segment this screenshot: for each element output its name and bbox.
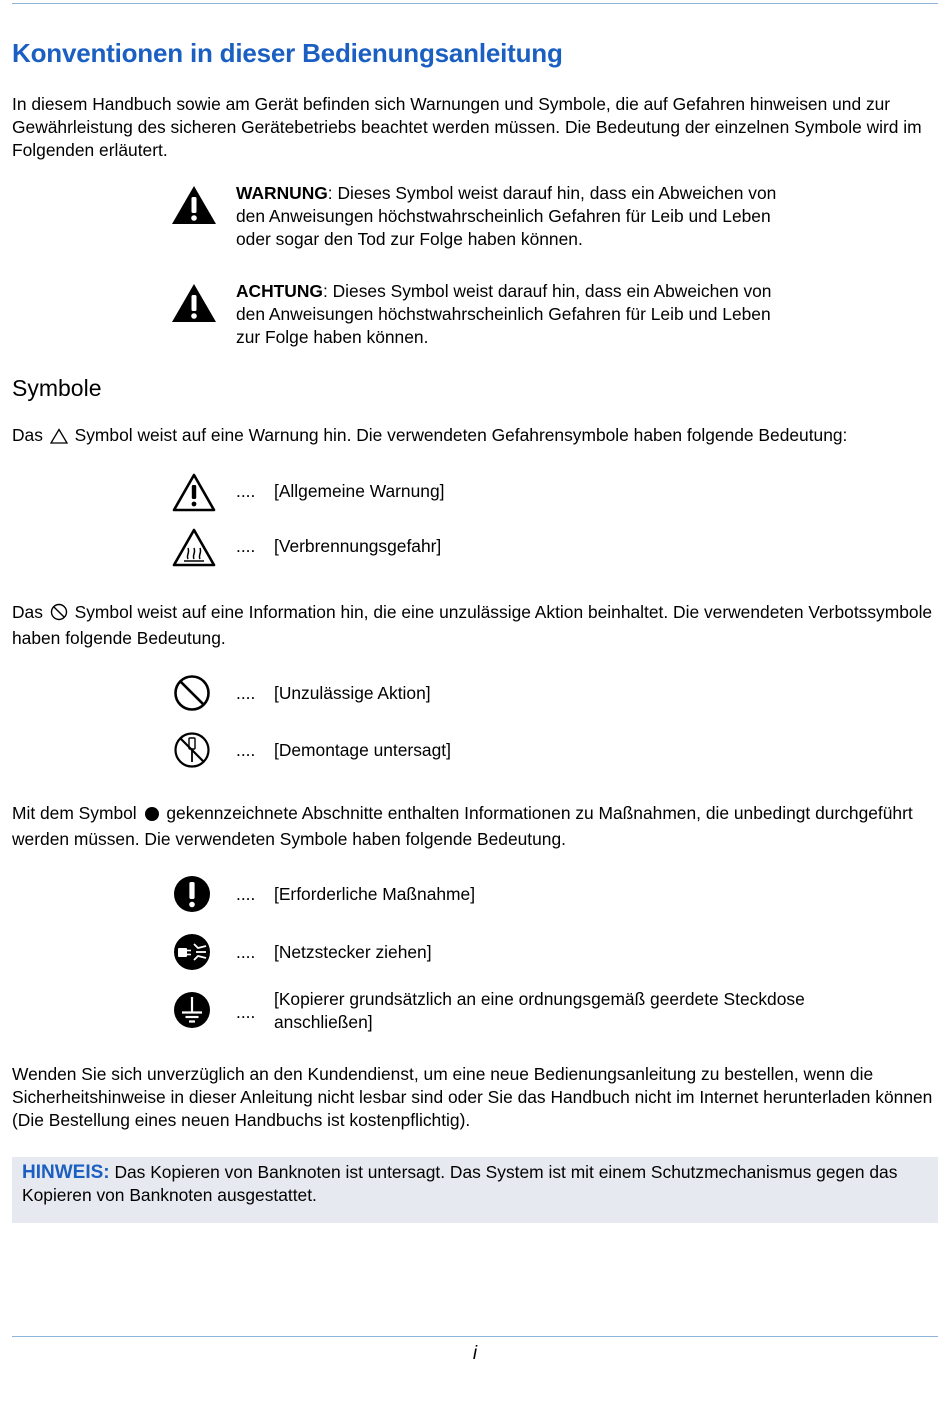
symbol-row-ground <box>172 988 892 1036</box>
symbol-row-no-disassembly <box>172 730 892 774</box>
prohibited-intro-before: Das <box>12 602 43 622</box>
prohibited-inline-icon <box>50 603 68 627</box>
burn-hazard-label: [Verbrennungsgefahr] <box>274 536 442 556</box>
general-warning-label: [Allgemeine Warnung] <box>274 481 445 501</box>
burn-hazard-icon <box>172 527 216 571</box>
required-action-label: [Erforderliche Maßnahme] <box>274 884 476 904</box>
symbol-row-general-warning <box>172 472 892 516</box>
no-disassembly-label: [Demontage untersagt] <box>274 740 451 760</box>
mandatory-intro-before: Mit dem Symbol <box>12 803 137 823</box>
warning-intro-after: Symbol weist auf eine Warnung hin. Die verwendeten Gefahrensymbole haben folgende Bedeutung: <box>74 425 848 445</box>
warning-description: : Dieses Symbol weist darauf hin, dass ein Abweichen von den Anweisungen höchstwahrscheinlich Gefahren für Leib und Leben oder sogar den Tod zur Folge haben können. <box>236 183 777 249</box>
page-title: Konventionen in dieser Bedienungsanleitung <box>12 38 563 68</box>
symbols-heading: Symbole <box>12 375 102 401</box>
warning-triangle-filled-icon <box>170 182 218 226</box>
caution-triangle-filled-icon <box>170 280 218 324</box>
prohibited-intro-after: Symbol weist auf eine Information hin, die eine unzulässige Aktion beinhaltet. Die verwendeten Verbotssymbole haben folgende Bedeutung. <box>12 602 933 648</box>
warning-label: WARNUNG <box>236 183 328 203</box>
caution-label: ACHTUNG <box>236 281 323 301</box>
unplug-label: [Netzstecker ziehen] <box>274 942 432 962</box>
top-rule <box>12 3 938 4</box>
dots: .... <box>236 481 256 501</box>
caution-description: : Dieses Symbol weist darauf hin, dass ein Abweichen von den Anweisungen höchstwahrscheinlich Gefahren für Leib und Leben zur Folge haben können. <box>236 281 772 347</box>
symbol-row-prohibited-action <box>172 673 892 717</box>
caution-text <box>236 280 796 349</box>
note-label: HINWEIS: <box>22 1162 110 1183</box>
symbol-row-burn-hazard <box>172 527 892 571</box>
warning-symbols-intro <box>12 424 942 450</box>
dots: .... <box>236 740 256 760</box>
mandatory-symbols-intro <box>12 802 942 851</box>
note-box <box>12 1157 938 1223</box>
ground-icon <box>172 990 216 1034</box>
no-disassembly-icon <box>172 730 216 774</box>
prohibited-symbols-intro <box>12 601 942 650</box>
intro-paragraph: In diesem Handbuch sowie am Gerät befinden sich Warnungen und Symbole, die auf Gefahren hinweisen und zur Gewährleistung des sicheren Gerätebetriebs beachtet werden müssen. Die Bedeutung der einzelnen Symbole wird im Folgenden erläutert. <box>12 94 922 160</box>
ground-label: [Kopierer grundsätzlich an eine ordnungsgemäß geerdete Steckdose anschließen] <box>274 989 805 1032</box>
warning-intro-before: Das <box>12 425 43 445</box>
prohibited-action-icon <box>172 673 216 717</box>
bottom-rule <box>12 1336 938 1337</box>
note-text: Das Kopieren von Banknoten ist untersagt. Das System ist mit einem Schutzmechanismus gegen das Kopieren von Banknoten ausgestattet. <box>22 1162 898 1205</box>
warning-text <box>236 182 796 251</box>
dots: .... <box>236 1002 256 1022</box>
dots: .... <box>236 683 256 703</box>
dots: .... <box>236 884 256 904</box>
unplug-icon <box>172 932 216 976</box>
general-warning-icon <box>172 472 216 516</box>
contact-paragraph: Wenden Sie sich unverzüglich an den Kundendienst, um eine neue Bedienungsanleitung zu bestellen, wenn die Sicherheitshinweise in dieser Anleitung nicht lesbar sind oder Sie das Handbuch nicht im Internet herunterladen können (Die Bestellung eines neuen Handbuchs ist kostenpflichtig). <box>12 1064 933 1130</box>
prohibited-action-label: [Unzulässige Aktion] <box>274 683 431 703</box>
symbol-row-required-action <box>172 874 892 918</box>
required-action-icon <box>172 874 216 918</box>
dots: .... <box>236 536 256 556</box>
symbol-row-unplug <box>172 932 892 976</box>
page-number: i <box>472 1343 478 1364</box>
warning-outline-inline-icon <box>50 427 68 450</box>
filled-circle-inline-icon <box>144 805 160 828</box>
mandatory-intro-after: gekennzeichnete Abschnitte enthalten Informationen zu Maßnahmen, die unbedingt durchgeführt werden müssen. Die verwendeten Symbole haben folgende Bedeutung. <box>12 803 913 849</box>
dots: .... <box>236 942 256 962</box>
